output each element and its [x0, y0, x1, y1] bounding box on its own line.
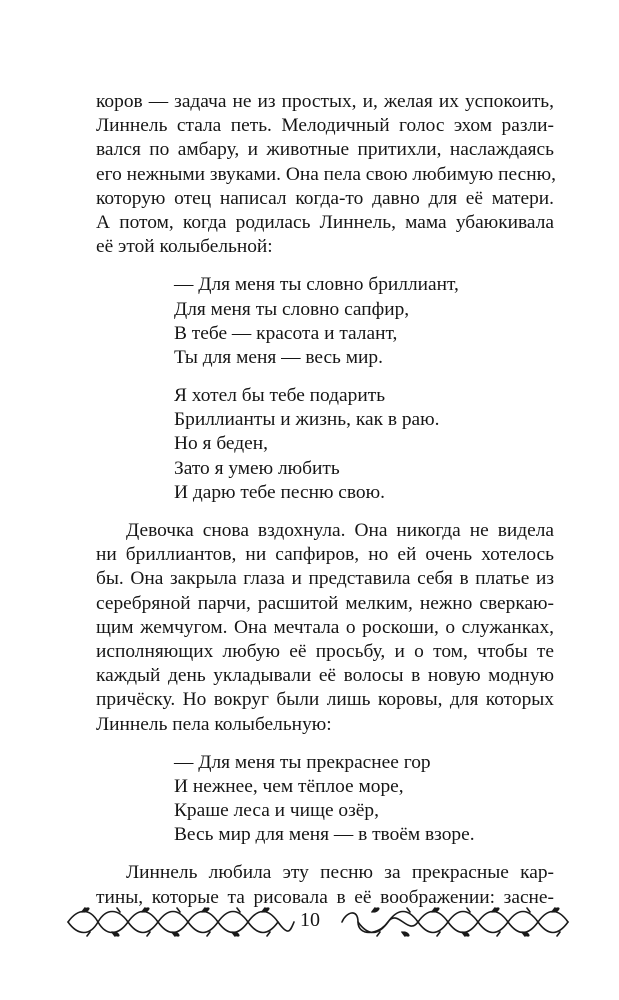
text-line: щим жемчугом. Она мечтала о роскоши, о служанках, [96, 616, 554, 638]
spacer [96, 259, 554, 273]
spacer [96, 505, 554, 519]
song-1-stanza-1 [174, 273, 554, 370]
song-2-stanza [174, 751, 554, 848]
verse-line: Я хотел бы тебе подарить [174, 385, 386, 407]
verse-line: И дарю тебе песню свою. [174, 481, 385, 503]
verse-line: Краше леса и чище озёр, [174, 800, 379, 822]
text-line: которую отец написал когда-то давно для её матери. [96, 187, 554, 209]
text-line: коров — задача не из простых, и, желая их успокоить, [96, 91, 554, 112]
text-line: Линнель любила эту песню за прекрасные кар- [126, 862, 554, 884]
verse-line: Бриллианты и жизнь, как в раю. [174, 409, 440, 431]
text-line: вался по амбару, и животные притихли, наслаждаясь [96, 139, 554, 161]
text-line: тины, которые та рисовала в её воображении: засне- [96, 886, 554, 908]
text-line: исполняющих любую её просьбу, и о том, чтобы те [96, 640, 554, 662]
page-footer [0, 896, 619, 946]
page-number: 10 [300, 909, 320, 931]
verse-line: Но я беден, [174, 433, 268, 455]
text-line: каждый день укладывали её волосы в новую модную [96, 665, 554, 687]
verse-line: — Для меня ты прекраснее гор [174, 751, 431, 773]
song-1-stanza-2 [174, 384, 554, 505]
text-line: Линнель стала петь. Мелодичный голос эхом разли- [96, 115, 554, 137]
verse-line: В тебе — красота и талант, [174, 322, 398, 344]
text-line: причёску. Но вокруг были лишь коровы, для которых [96, 689, 554, 711]
spacer [96, 370, 554, 384]
verse-line: Весь мир для меня — в твоём взоре. [174, 824, 475, 846]
text-line: ни бриллиантов, ни сапфиров, но ей очень хотелось [96, 544, 554, 566]
text-line: её этой колыбельной: [96, 236, 273, 258]
verse-line: Для меня ты словно сапфир, [174, 298, 410, 320]
thorny-vine-ornament-icon [340, 904, 572, 940]
spacer [96, 737, 554, 751]
verse-line: И нежнее, чем тёплое море, [174, 775, 404, 797]
text-line: его нежными звуками. Она пела свою любимую песню, [96, 163, 556, 185]
spacer [96, 847, 554, 861]
verse-line: Ты для меня — весь мир. [174, 346, 383, 368]
thorny-vine-ornament-icon [64, 904, 296, 940]
paragraph-1 [96, 90, 554, 259]
verse-line: Зато я умею любить [174, 457, 340, 479]
verse-line: — Для меня ты словно бриллиант, [174, 274, 459, 296]
paragraph-2 [96, 519, 554, 737]
text-line: бы. Она закрыла глаза и представила себя в платье из [96, 568, 554, 590]
text-line: серебряной парчи, расшитой мелким, нежно сверкаю- [96, 592, 554, 614]
page-text [96, 90, 554, 910]
text-line: Линнель пела колыбельную: [96, 713, 332, 735]
text-line: Девочка снова вздохнула. Она никогда не видела [126, 520, 554, 541]
text-line: А потом, когда родилась Линнель, мама убаюкивала [96, 211, 554, 233]
